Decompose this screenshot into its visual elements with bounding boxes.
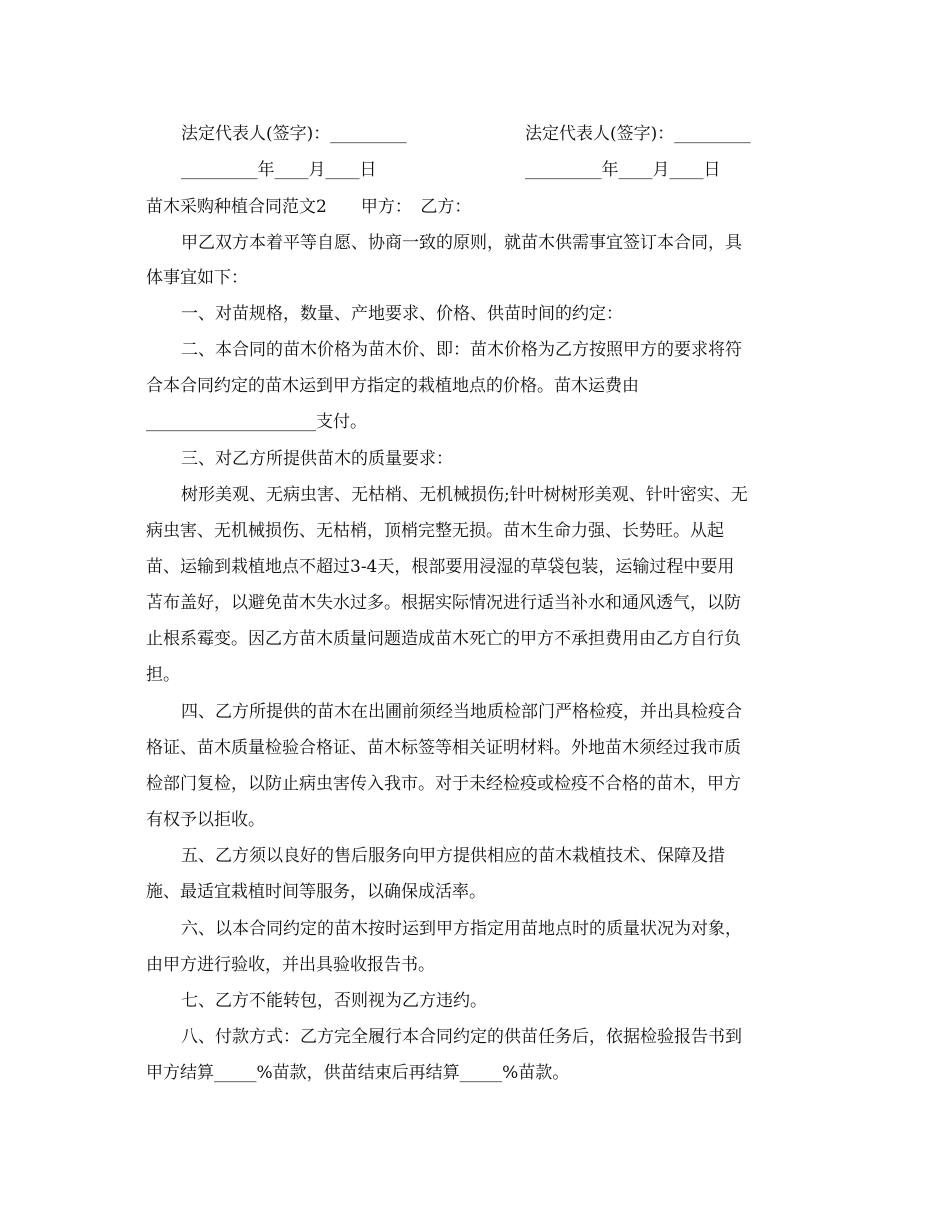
- quality-line-4: 苫布盖好，以避免苗木失水过多。根据实际情况进行适当补水和通风透气，以防: [146, 593, 741, 613]
- clause-1-line-1: 一、对苗规格，数量、产地要求、价格、供苗时间的约定：: [181, 304, 623, 324]
- contract-heading: 苗木采购种植合同范文2 甲方： 乙方：: [146, 197, 472, 217]
- quality-line-2: 病虫害、无机械损伤、无枯梢，顶梢完整无损。苗木生命力强、长势旺。从起: [146, 521, 724, 541]
- clause-8-line-2: 甲方结算_____%苗款，供苗结束后再结算_____%苗款。: [146, 1063, 570, 1083]
- clause-4-line-4: 有权予以拒收。: [146, 810, 265, 830]
- clause-6-line-2: 由甲方进行验收，并出具验收报告书。: [146, 955, 435, 975]
- party-a-rep-signature: 法定代表人(签字)：_________: [181, 124, 407, 144]
- intro-line-2: 体事宜如下：: [146, 268, 248, 288]
- clause-6-line-1: 六、以本合同约定的苗木按时运到甲方指定用苗地点时的质量状况为对象，: [181, 919, 742, 939]
- quality-line-3: 苗、运输到栽植地点不超过3-4天，根部要用浸湿的草袋包装，运输过程中要用: [146, 557, 735, 577]
- party-a-signing-date: _________年____月____日: [181, 160, 377, 180]
- clause-5-line-1: 五、乙方须以良好的售后服务向甲方提供相应的苗木栽植技术、保障及措: [181, 846, 725, 866]
- clause-2-line-2: 合本合同约定的苗木运到甲方指定的栽植地点的价格。苗木运费由: [146, 376, 639, 396]
- clause-4-line-2: 格证、苗木质量检验合格证、苗木标签等相关证明材料。外地苗木须经过我市质: [146, 738, 741, 758]
- quality-line-1: 树形美观、无病虫害、无枯梢、无机械损伤;针叶树树形美观、针叶密实、无: [181, 485, 748, 505]
- intro-line-1: 甲乙双方本着平等自愿、协商一致的原则，就苗木供需事宜签订本合同，具: [181, 233, 742, 253]
- clause-2-line-3: ____________________支付。: [146, 412, 367, 432]
- clause-4-line-1: 四、乙方所提供的苗木在出圃前须经当地质检部门严格检疫，并出具检疫合: [181, 702, 742, 722]
- quality-line-6: 担。: [146, 665, 180, 685]
- clause-8-line-1: 八、付款方式：乙方完全履行本合同约定的供苗任务后，依据检验报告书到: [181, 1027, 742, 1047]
- clause-3-line-1: 三、对乙方所提供苗木的质量要求：: [181, 449, 453, 469]
- party-b-rep-signature: 法定代表人(签字)：_________: [525, 124, 751, 144]
- clause-5-line-2: 施、最适宜栽植时间等服务，以确保成活率。: [146, 882, 486, 902]
- quality-line-5: 止根系霉变。因乙方苗木质量问题造成苗木死亡的甲方不承担费用由乙方自行负: [146, 629, 741, 649]
- clause-2-line-1: 二、本合同的苗木价格为苗木价、即：苗木价格为乙方按照甲方的要求将符: [181, 340, 742, 360]
- party-b-signing-date: _________年____月____日: [525, 160, 721, 180]
- clause-4-line-3: 检部门复检，以防止病虫害传入我市。对于未经检疫或检疫不合格的苗木，甲方: [146, 774, 741, 794]
- clause-7-line-1: 七、乙方不能转包，否则视为乙方违约。: [181, 991, 487, 1011]
